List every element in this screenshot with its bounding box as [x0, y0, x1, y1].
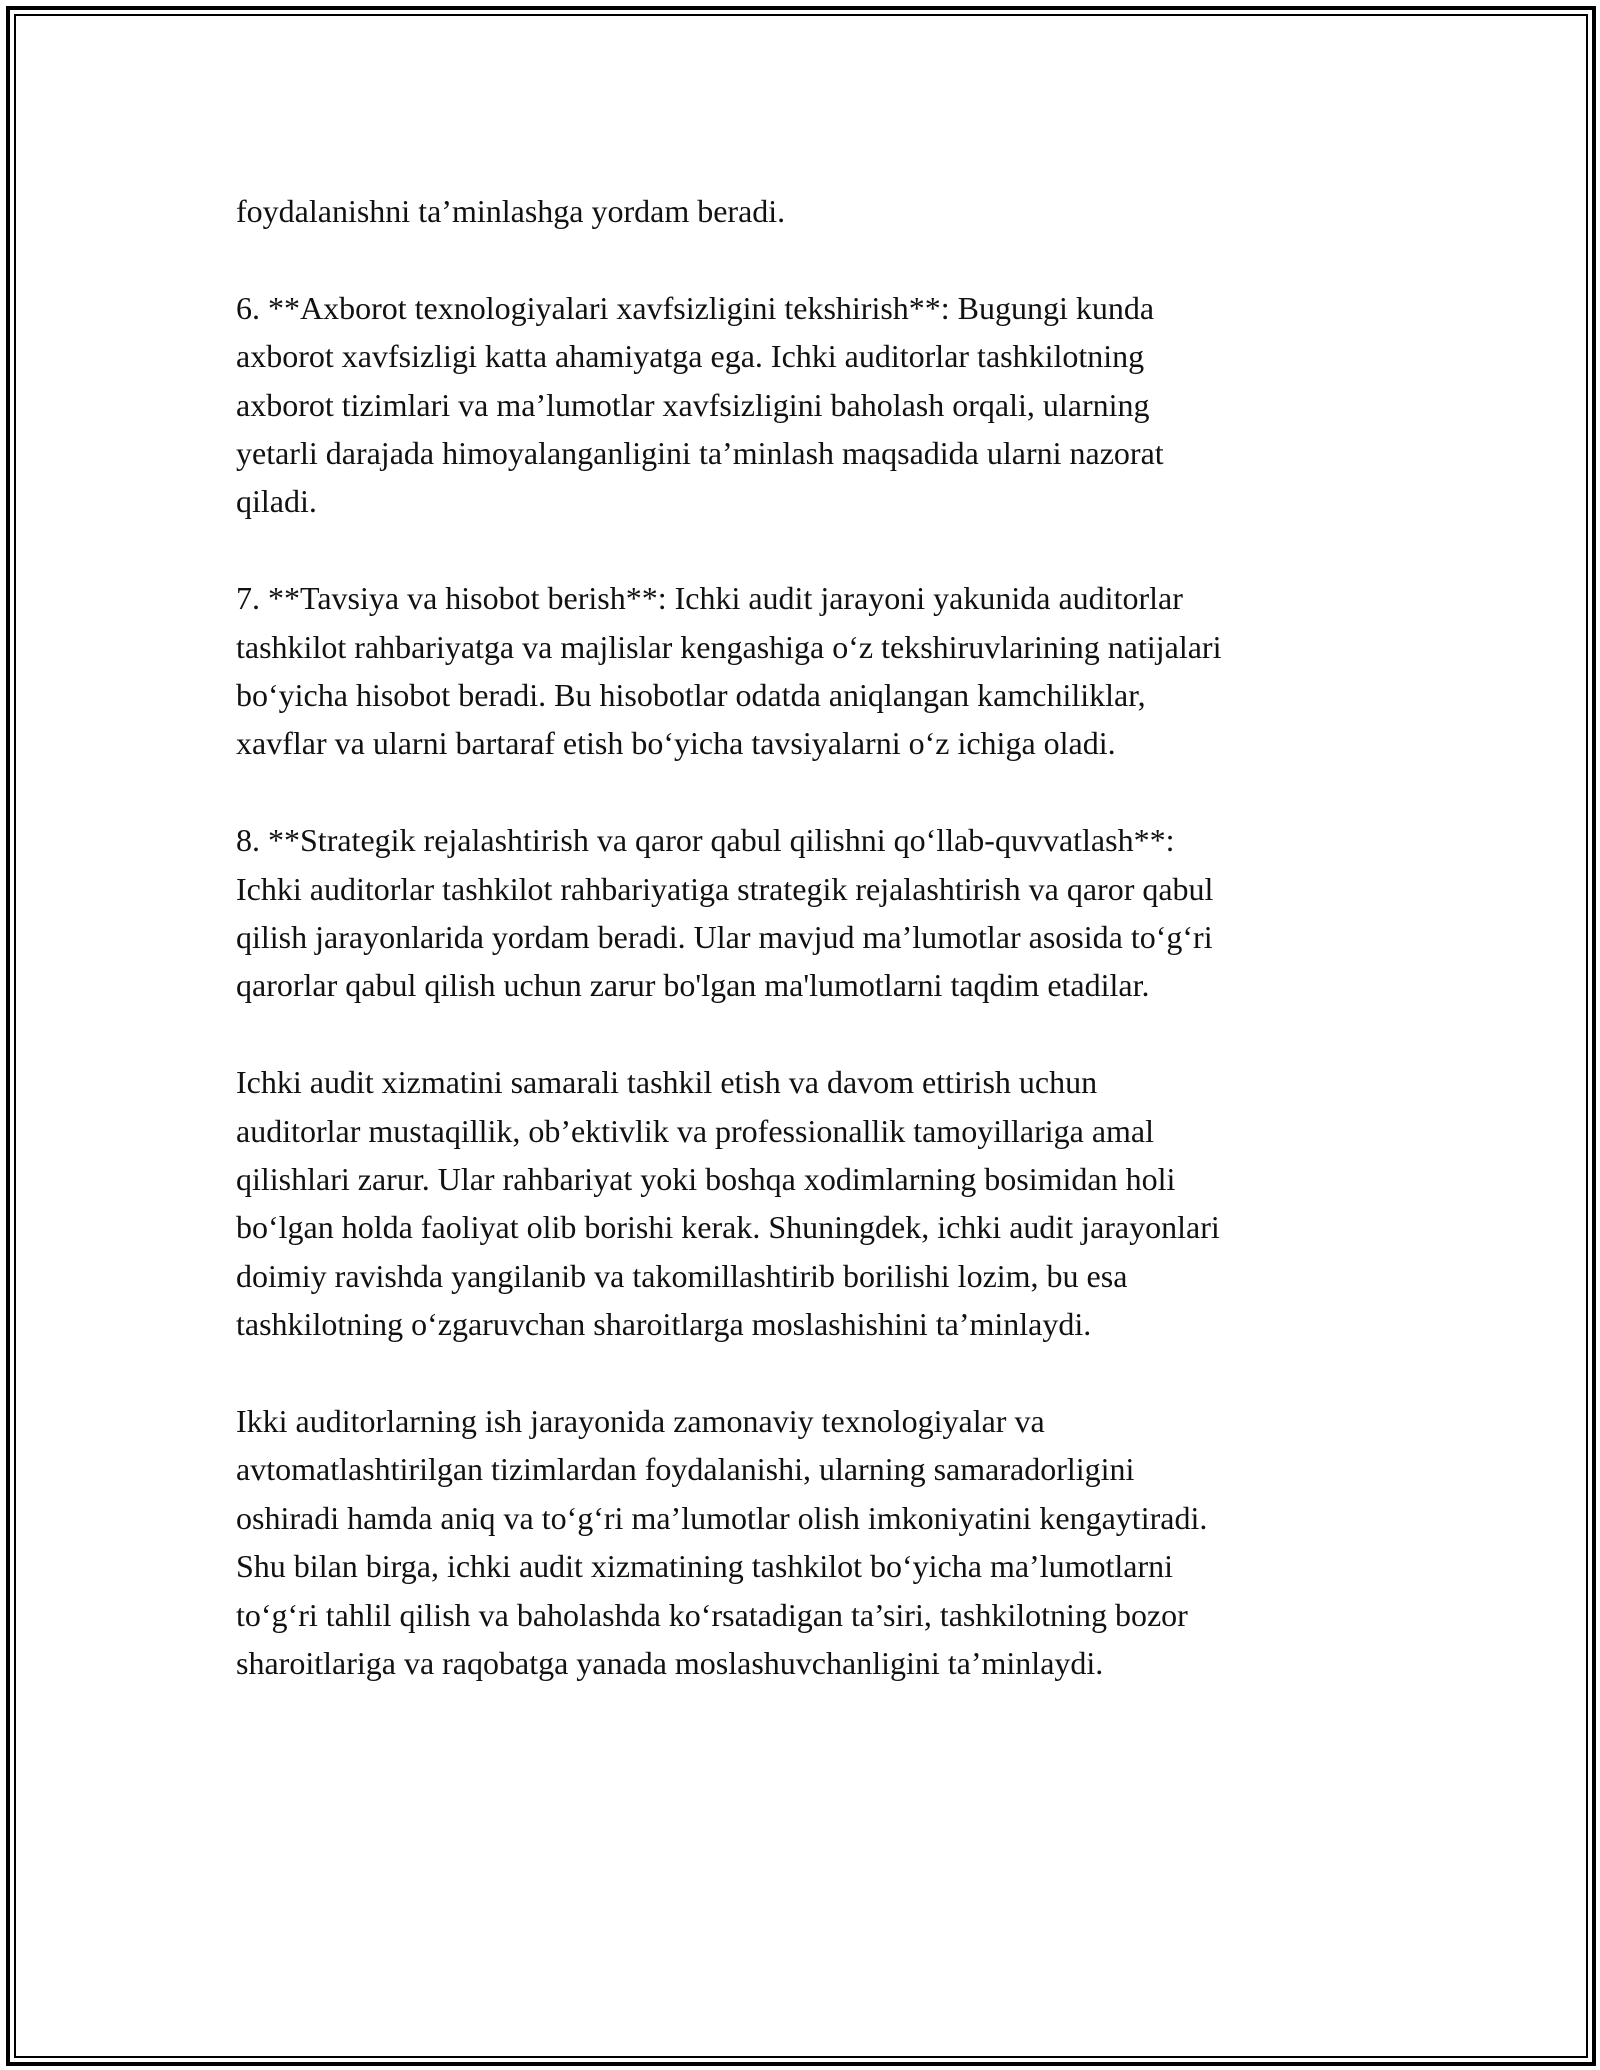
text-line: auditorlar mustaqillik, ob’ektivlik va professionallik tamoyillariga amal	[236, 1112, 1154, 1149]
text-line: tashkilot rahbariyatga va majlislar kengashiga o‘z tekshiruvlarining natijalari	[236, 628, 1222, 665]
text-line: 7. **Tavsiya va hisobot berish**: Ichki audit jarayoni yakunida auditorlar	[236, 580, 1183, 617]
text-line: foydalanishni ta’minlashga yordam beradi.	[236, 193, 786, 229]
paragraph-item-8	[236, 816, 1376, 1010]
paragraph-item-7	[236, 574, 1376, 768]
text-line: bo‘lgan holda faoliyat olib borishi kerak. Shuningdek, ichki audit jarayonlari	[236, 1209, 1220, 1246]
text-line: Shu bilan birga, ichki audit xizmatining tashkilot bo‘yicha ma’lumotlarni	[236, 1548, 1174, 1585]
text-line: tashkilotning o‘zgaruvchan sharoitlarga moslashishini ta’minlaydi.	[236, 1306, 1092, 1343]
text-line: xavflar va ularni bartaraf etish bo‘yicha tavsiyalarni o‘z ichiga oladi.	[236, 725, 1116, 762]
text-line: Ikki auditorlarning ish jarayonida zamonaviy texnologiyalar va	[236, 1403, 1045, 1440]
text-line: 6. **Axborot texnologiyalari xavfsizligini tekshirish**: Bugungi kunda	[236, 289, 1155, 326]
text-line: qilish jarayonlarida yordam beradi. Ular mavjud ma’lumotlar asosida to‘g‘ri	[236, 919, 1213, 956]
document-body	[236, 187, 1376, 1736]
paragraph-continuation	[236, 187, 1376, 235]
text-line: to‘g‘ri tahlil qilish va baholashda ko‘rsatadigan ta’siri, tashkilotning bozor	[236, 1596, 1188, 1633]
text-line: Ichki auditorlar tashkilot rahbariyatiga strategik rejalashtirish va qaror qabul	[236, 870, 1214, 907]
text-line: yetarli darajada himoyalanganligini ta’minlash maqsadida ularni nazorat	[236, 435, 1164, 472]
text-line: qarorlar qabul qilish uchun zarur bo'lgan ma'lumotlarni taqdim etadilar.	[236, 967, 1150, 1004]
paragraph-item-6	[236, 284, 1376, 526]
paragraph-principles	[236, 1058, 1376, 1348]
text-line: 8. **Strategik rejalashtirish va qaror qabul qilishni qo‘llab-quvvatlash**:	[236, 822, 1175, 859]
text-line: doimiy ravishda yangilanib va takomillashtirib borilishi lozim, bu esa	[236, 1257, 1128, 1294]
text-line: qilishlari zarur. Ular rahbariyat yoki boshqa xodimlarning bosimidan holi	[236, 1161, 1176, 1198]
text-line: sharoitlariga va raqobatga yanada moslashuvchanligini ta’minlaydi.	[236, 1645, 1104, 1682]
text-line: oshiradi hamda aniq va to‘g‘ri ma’lumotlar olish imkoniyatini kengaytiradi.	[236, 1499, 1208, 1536]
paragraph-technology	[236, 1397, 1376, 1687]
text-line: avtomatlashtirilgan tizimlardan foydalanishi, ularning samaradorligini	[236, 1451, 1135, 1488]
text-line: qiladi.	[236, 483, 317, 520]
text-line: bo‘yicha hisobot beradi. Bu hisobotlar odatda aniqlangan kamchiliklar,	[236, 677, 1146, 714]
text-line: axborot xavfsizligi katta ahamiyatga ega. Ichki auditorlar tashkilotning	[236, 338, 1145, 375]
text-line: Ichki audit xizmatini samarali tashkil etish va davom ettirish uchun	[236, 1064, 1098, 1101]
text-line: axborot tizimlari va ma’lumotlar xavfsizligini baholash orqali, ularning	[236, 386, 1150, 423]
